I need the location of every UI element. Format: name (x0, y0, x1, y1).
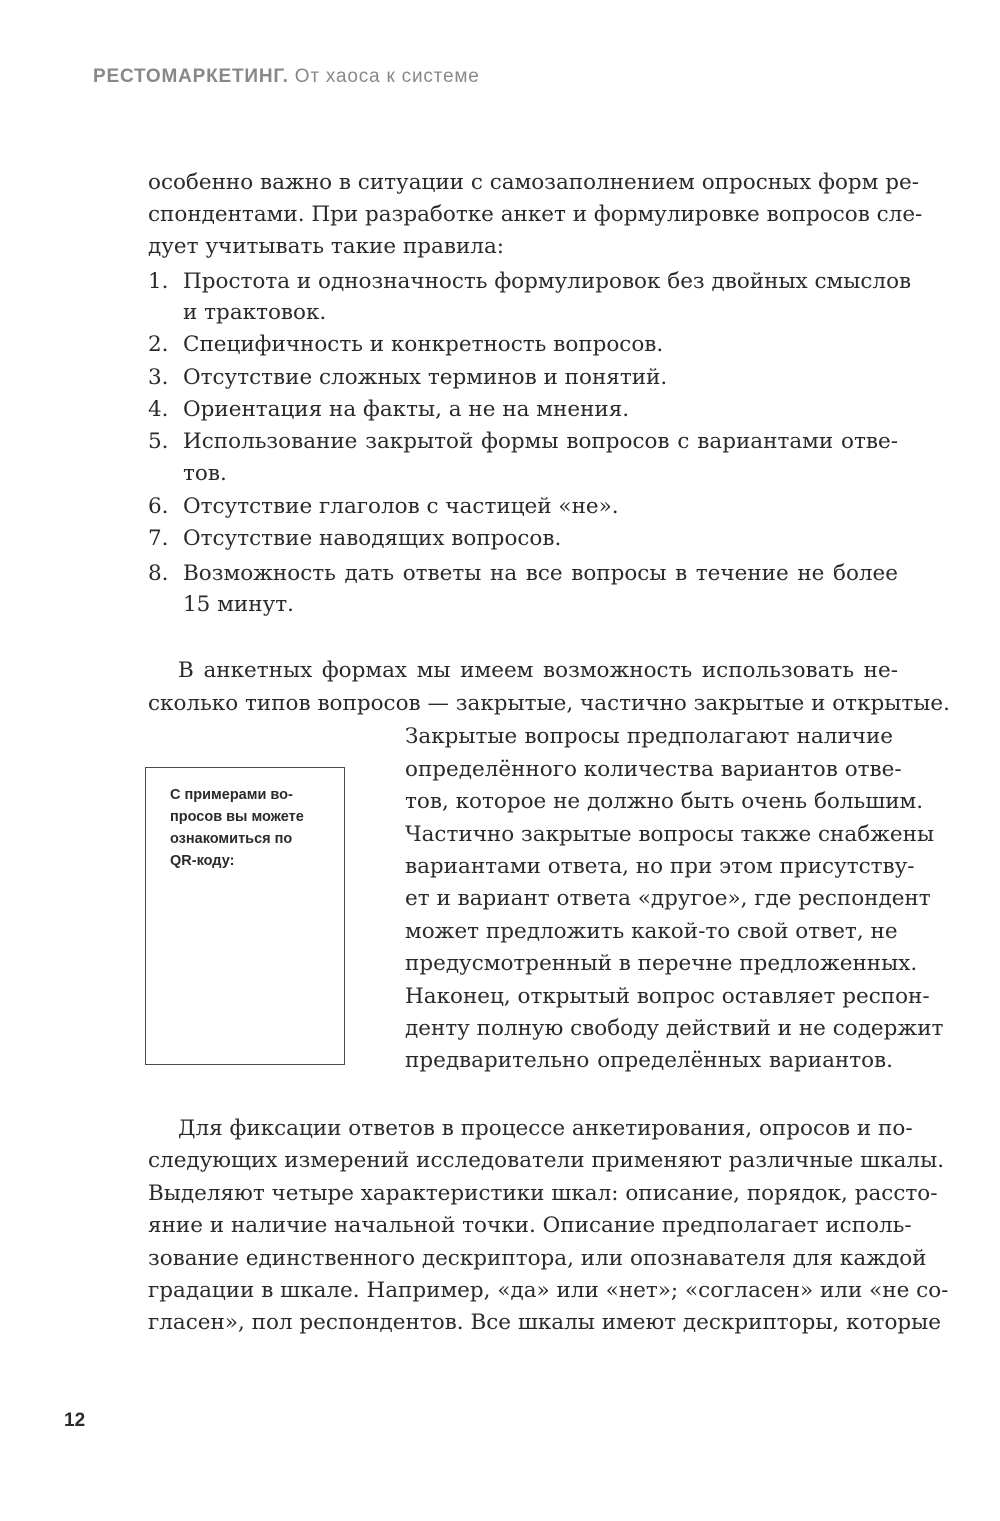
paragraph-line: определённого количества вариантов отве- (405, 757, 902, 782)
paragraph-line: Частично закрытые вопросы также снабжены (405, 822, 935, 847)
list-item: Ориентация на факты, а не на мнения. (183, 397, 630, 422)
list-item: Отсутствие сложных терминов и понятий. (183, 365, 668, 390)
intro-line: дует учитывать такие правила: (148, 234, 504, 259)
list-number: 8. (148, 561, 169, 586)
paragraph-line: гласен», пол респондентов. Все шкалы имеют дескрипторы, которые (148, 1310, 941, 1335)
sidebar-note-line: С примерами во- (170, 787, 293, 803)
list-number: 1. (148, 269, 169, 294)
paragraph-line: Наконец, открытый вопрос оставляет респон- (405, 984, 930, 1009)
paragraph-line: градации в шкале. Например, «да» или «нет»; «согласен» или «не со- (148, 1278, 949, 1303)
list-item-continuation: и трактовок. (183, 300, 327, 325)
book-title: РЕСТОМАРКЕТИНГ. (93, 66, 289, 87)
list-item-continuation: тов. (183, 461, 227, 486)
paragraph-line: ет и вариант ответа «другое», где респондент (405, 886, 931, 911)
paragraph-line: денту полную свободу действий и не содержит (405, 1016, 944, 1041)
list-item: Отсутствие наводящих вопросов. (183, 526, 562, 551)
list-item: Использование закрытой формы вопросов с вариантами отве- (183, 429, 898, 454)
sidebar-note (170, 784, 330, 872)
sidebar-note-line: ознакомиться по (170, 831, 293, 847)
list-number: 5. (148, 429, 169, 454)
page-number: 12 (64, 1410, 86, 1431)
paragraph-line: вариантами ответа, но при этом присутству- (405, 854, 915, 879)
paragraph-line: В анкетных формах мы имеем возможность использовать не- (178, 658, 898, 683)
paragraph-line: предусмотренный в перечне предложенных. (405, 951, 918, 976)
running-header (93, 66, 480, 88)
sidebar-note-line: просов вы можете (170, 809, 304, 825)
list-number: 2. (148, 332, 169, 357)
paragraph-line: следующих измерений исследователи применяют различные шкалы. (148, 1148, 945, 1173)
list-item: Специфичность и конкретность вопросов. (183, 332, 664, 357)
list-item: Простота и однозначность формулировок без двойных смыслов (183, 269, 912, 294)
list-number: 4. (148, 397, 169, 422)
book-subtitle: От хаоса к системе (294, 66, 480, 87)
paragraph-line: яние и наличие начальной точки. Описание предполагает исполь- (148, 1213, 912, 1238)
intro-line: спондентами. При разработке анкет и формулировке вопросов сле- (148, 202, 923, 227)
qr-sidebar-box (145, 767, 345, 1065)
list-number: 7. (148, 526, 169, 551)
list-item: Возможность дать ответы на все вопросы в течение не более (183, 561, 898, 586)
paragraph-line: Для фиксации ответов в процессе анкетирования, опросов и по- (178, 1116, 913, 1141)
paragraph-line: может предложить какой-то свой ответ, не (405, 919, 898, 944)
paragraph-line: тов, которое не должно быть очень большим. (405, 789, 924, 814)
paragraph-line: сколько типов вопросов — закрытые, частично закрытые и открытые. (148, 691, 950, 716)
list-item-continuation: 15 минут. (183, 592, 294, 617)
list-number: 3. (148, 365, 169, 390)
paragraph-line: предварительно определённых вариантов. (405, 1048, 893, 1073)
paragraph-line: Выделяют четыре характеристики шкал: описание, порядок, рассто- (148, 1181, 938, 1206)
intro-line: особенно важно в ситуации с самозаполнением опросных форм ре- (148, 170, 919, 195)
list-number: 6. (148, 494, 169, 519)
paragraph-line: зование единственного дескриптора, или опознавателя для каждой (148, 1246, 927, 1271)
paragraph-line: Закрытые вопросы предполагают наличие (405, 724, 893, 749)
sidebar-note-line: QR-коду: (170, 853, 235, 869)
list-item: Отсутствие глаголов с частицей «не». (183, 494, 619, 519)
